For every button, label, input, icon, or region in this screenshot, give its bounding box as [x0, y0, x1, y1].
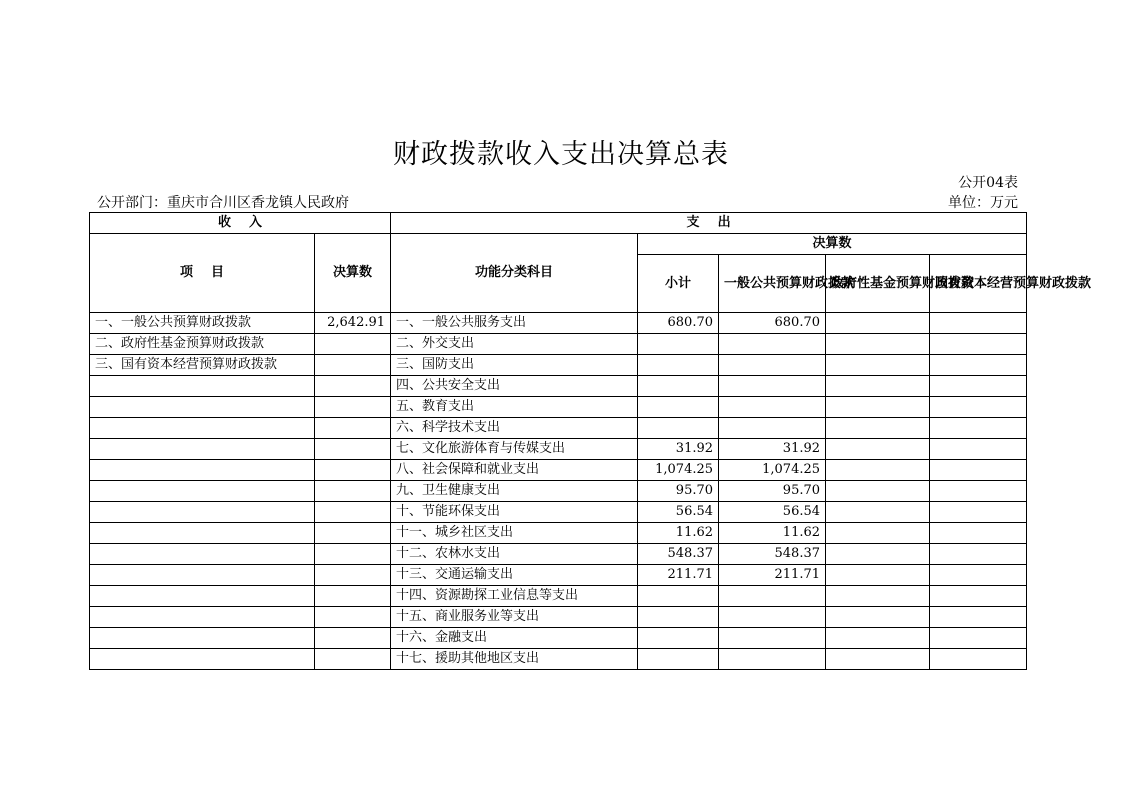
general-budget-cell [719, 355, 826, 376]
general-budget-cell: 56.54 [719, 502, 826, 523]
gov-fund-cell [826, 460, 930, 481]
state-capital-cell [930, 544, 1027, 565]
income-item-cell [90, 439, 315, 460]
gov-fund-cell [826, 439, 930, 460]
income-item-cell [90, 397, 315, 418]
state-capital-cell [930, 502, 1027, 523]
income-amount-cell [315, 586, 391, 607]
subject-cell: 十六、金融支出 [391, 628, 638, 649]
income-amount-cell [315, 376, 391, 397]
state-capital-cell [930, 313, 1027, 334]
income-item-cell [90, 481, 315, 502]
general-budget-cell [719, 397, 826, 418]
function-subject-header: 功能分类科目 [391, 234, 638, 313]
item-header: 项 目 [90, 234, 315, 313]
subtotal-cell [638, 586, 719, 607]
income-amount-cell [315, 628, 391, 649]
income-amount-cell [315, 565, 391, 586]
gov-fund-cell [826, 628, 930, 649]
table-row [90, 397, 1027, 418]
subtotal-cell: 1,074.25 [638, 460, 719, 481]
general-budget-cell [719, 628, 826, 649]
subject-cell: 六、科学技术支出 [391, 418, 638, 439]
table-row [90, 649, 1027, 670]
subject-cell: 十七、援助其他地区支出 [391, 649, 638, 670]
income-amount-cell [315, 607, 391, 628]
table-row [90, 544, 1027, 565]
subtotal-cell [638, 607, 719, 628]
subtotal-cell: 31.92 [638, 439, 719, 460]
state-capital-cell [930, 439, 1027, 460]
state-capital-cell [930, 460, 1027, 481]
income-item-cell: 一、一般公共预算财政拨款 [90, 313, 315, 334]
income-item-cell [90, 649, 315, 670]
general-budget-cell: 680.70 [719, 313, 826, 334]
gov-fund-cell [826, 418, 930, 439]
income-amount-cell [315, 439, 391, 460]
income-item-cell [90, 544, 315, 565]
subtotal-cell: 95.70 [638, 481, 719, 502]
general-budget-cell: 1,074.25 [719, 460, 826, 481]
income-amount-cell [315, 397, 391, 418]
subtotal-cell: 211.71 [638, 565, 719, 586]
subject-cell: 五、教育支出 [391, 397, 638, 418]
income-amount-cell [315, 334, 391, 355]
subject-cell: 十一、城乡社区支出 [391, 523, 638, 544]
state-capital-header: 国有资本经营预算财政拨款 [930, 255, 1027, 313]
subtotal-cell [638, 628, 719, 649]
table-row [90, 334, 1027, 355]
gov-fund-cell [826, 586, 930, 607]
state-capital-cell [930, 334, 1027, 355]
subtotal-cell [638, 649, 719, 670]
header-row-2 [90, 234, 1027, 255]
gov-fund-cell [826, 376, 930, 397]
gov-fund-cell [826, 397, 930, 418]
subtotal-cell [638, 376, 719, 397]
income-amount-cell [315, 460, 391, 481]
state-capital-cell [930, 586, 1027, 607]
subtotal-cell: 680.70 [638, 313, 719, 334]
general-budget-cell [719, 334, 826, 355]
gov-fund-cell [826, 481, 930, 502]
state-capital-cell [930, 565, 1027, 586]
income-amount-cell [315, 481, 391, 502]
general-budget-cell [719, 649, 826, 670]
general-budget-cell [719, 418, 826, 439]
table-row [90, 523, 1027, 544]
gov-fund-cell [826, 502, 930, 523]
state-capital-cell [930, 397, 1027, 418]
table-row [90, 439, 1027, 460]
state-capital-cell [930, 355, 1027, 376]
state-capital-cell [930, 628, 1027, 649]
table-row [90, 313, 1027, 334]
table-row [90, 355, 1027, 376]
gov-fund-cell [826, 649, 930, 670]
income-amount-cell [315, 544, 391, 565]
gov-fund-cell [826, 355, 930, 376]
subtotal-cell: 11.62 [638, 523, 719, 544]
income-item-cell [90, 460, 315, 481]
subject-cell: 十二、农林水支出 [391, 544, 638, 565]
subject-cell: 九、卫生健康支出 [391, 481, 638, 502]
subject-cell: 十三、交通运输支出 [391, 565, 638, 586]
income-amount-cell [315, 502, 391, 523]
gov-fund-cell [826, 607, 930, 628]
income-amount-cell [315, 418, 391, 439]
state-capital-cell [930, 418, 1027, 439]
final-amount-header: 决算数 [315, 234, 391, 313]
gov-fund-header: 政府性基金预算财政拨款 [826, 255, 930, 313]
subtotal-cell [638, 334, 719, 355]
unit-label: 单位：万元 [948, 195, 1018, 211]
final-group-header: 决算数 [638, 234, 1027, 255]
table-row [90, 481, 1027, 502]
income-header: 收 入 [90, 213, 391, 234]
general-budget-cell: 31.92 [719, 439, 826, 460]
state-capital-cell [930, 607, 1027, 628]
table-row [90, 502, 1027, 523]
gov-fund-cell [826, 523, 930, 544]
gov-fund-cell [826, 565, 930, 586]
subject-cell: 四、公共安全支出 [391, 376, 638, 397]
general-budget-cell: 95.70 [719, 481, 826, 502]
gov-fund-cell [826, 544, 930, 565]
state-capital-cell [930, 523, 1027, 544]
table-row [90, 586, 1027, 607]
income-item-cell [90, 376, 315, 397]
table-row [90, 376, 1027, 397]
income-item-cell: 二、政府性基金预算财政拨款 [90, 334, 315, 355]
gov-fund-cell [826, 334, 930, 355]
income-item-cell [90, 523, 315, 544]
subtotal-cell: 56.54 [638, 502, 719, 523]
form-number: 公开04表 [958, 175, 1018, 191]
table-row [90, 460, 1027, 481]
income-amount-cell [315, 355, 391, 376]
subject-cell: 十、节能环保支出 [391, 502, 638, 523]
general-budget-cell: 11.62 [719, 523, 826, 544]
subject-cell: 八、社会保障和就业支出 [391, 460, 638, 481]
subject-cell: 二、外交支出 [391, 334, 638, 355]
income-item-cell [90, 628, 315, 649]
income-amount-cell [315, 649, 391, 670]
subtotal-cell [638, 418, 719, 439]
department-label: 公开部门：重庆市合川区香龙镇人民政府 [97, 195, 349, 211]
state-capital-cell [930, 376, 1027, 397]
subject-cell: 三、国防支出 [391, 355, 638, 376]
table-row [90, 565, 1027, 586]
expense-header: 支 出 [391, 213, 1027, 234]
table-row [90, 418, 1027, 439]
subject-cell: 十五、商业服务业等支出 [391, 607, 638, 628]
summary-table [89, 212, 1092, 670]
subtotal-cell [638, 397, 719, 418]
page-title: 财政拨款收入支出决算总表 [393, 139, 729, 170]
income-item-cell [90, 502, 315, 523]
state-capital-cell [930, 649, 1027, 670]
income-amount-cell [315, 523, 391, 544]
subtotal-cell: 548.37 [638, 544, 719, 565]
subject-cell: 十四、资源勘探工业信息等支出 [391, 586, 638, 607]
subject-cell: 七、文化旅游体育与传媒支出 [391, 439, 638, 460]
income-amount-cell: 2,642.91 [315, 313, 391, 334]
subtotal-header: 小计 [638, 255, 719, 313]
header-row-1 [90, 213, 1027, 234]
income-item-cell: 三、国有资本经营预算财政拨款 [90, 355, 315, 376]
general-budget-header: 一般公共预算财政拨款 [719, 255, 826, 313]
general-budget-cell: 548.37 [719, 544, 826, 565]
gov-fund-cell [826, 313, 930, 334]
general-budget-cell [719, 607, 826, 628]
income-item-cell [90, 607, 315, 628]
subject-cell: 一、一般公共服务支出 [391, 313, 638, 334]
state-capital-cell [930, 481, 1027, 502]
table-row [90, 628, 1027, 649]
table-body [90, 313, 1027, 670]
income-item-cell [90, 418, 315, 439]
income-item-cell [90, 586, 315, 607]
table-row [90, 607, 1027, 628]
income-item-cell [90, 565, 315, 586]
general-budget-cell: 211.71 [719, 565, 826, 586]
general-budget-cell [719, 376, 826, 397]
general-budget-cell [719, 586, 826, 607]
subtotal-cell [638, 355, 719, 376]
